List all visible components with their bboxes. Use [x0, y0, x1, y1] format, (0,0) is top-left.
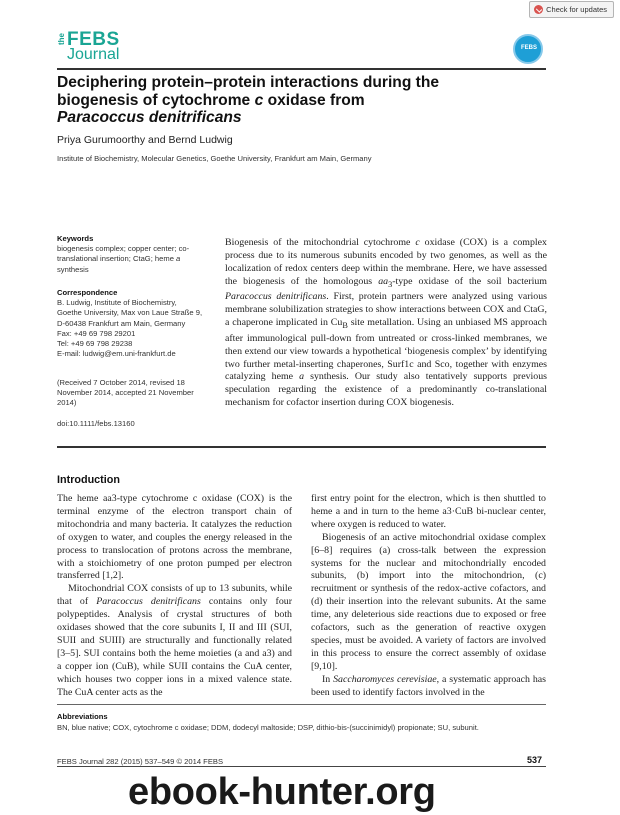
intro-paragraph: Biogenesis of an active mitochondrial oxidase complex [6–8] requires (a) cross-talk between the expression systems for the nuclear and mitochondrially encoded subunits, (b) import into the mitochondrion, (c) recruitment or synthesis of the redox-active cofactors, and (d) their insertion into the relevant subunits. At the same time, any deleterious side reactions due to exposed or free cofactors, such as the generation of reactive oxygen species, must be avoided. A variety of factors are involved in this process to ensure the correct assembly of oxidase [9,10]. [311, 531, 546, 672]
abbreviations-heading: Abbreviations [57, 712, 108, 721]
keywords-heading: Keywords [57, 234, 94, 243]
febs-emblem-icon [513, 34, 543, 64]
article-affiliation: Institute of Biochemistry, Molecular Genetics, Goethe University, Frankfurt am Main, Germany [57, 154, 372, 163]
abbreviations-block [57, 712, 546, 733]
footer-citation: FEBS Journal 282 (2015) 537–549 © 2014 FEBS [57, 757, 224, 766]
article-authors: Priya Gurumoorthy and Bernd Ludwig [57, 134, 233, 146]
abstract-text: Biogenesis of the mitochondrial cytochrome c oxidase (COX) is a complex process due to its numerous subunits encoded by two genomes, as well as the localization of redox centers deep within the membrane. Here, we have assessed the biogenesis of the homologous $aa_3$-type oxidase of the soil bacterium Paracoccus denitrificans. First, protein partners were analyzed using various membrane solubilization strategies to show interactions between COX and CtaG, a chaperone implicated in $Cu_B$ site metallation. Using an unbiased MS approach after immunological pull-down from untreated or cross-linked membranes, we then extend our view towards a hypothetical ‘biogenesis complex’ by identifying two further metal-inserting chaperones, Surf1c and Sco, together with enzymes catalyzing heme a synthesis. Our study also tentatively supports previous speculation regarding the existence of a predominantly co-translational mechanism for cofactor insertion during COX biogenesis. [225, 237, 547, 409]
intro-paragraph: first entry point for the electron, which is then shuttled to heme a and in turn to the heme a3·CuB bi-nuclear center, where oxygen is reduced to water. [311, 493, 546, 530]
email-link[interactable]: E-mail: ludwig@em.uni-frankfurt.de [57, 349, 176, 359]
logo-journal: Journal [67, 46, 120, 63]
footer-rule [57, 766, 546, 767]
received-dates: (Received 7 October 2014, revised 18 November 2014, accepted 21 November 2014) [57, 378, 194, 408]
introduction-heading: Introduction [57, 474, 120, 486]
logo-febs: FEBS [67, 29, 120, 50]
intro-paragraph: The heme aa3-type cytochrome c oxidase (COX) is the terminal enzyme of the electron transport chain of mitochondria and many bacteria. It catalyzes the reduction of oxygen to water, and couples the energy released in the process to translocation of protons across the membrane, with a stoichiometry of one proton pumped per electron transferred [1,2]. [57, 493, 292, 582]
check-for-updates-button[interactable] [529, 1, 614, 18]
check-badge-icon [534, 5, 543, 14]
header-rule [57, 68, 546, 70]
article-title: Deciphering protein–protein interactions during the biogenesis of cytochrome c oxidase from Paracoccus denitrificans [57, 74, 440, 126]
abbreviations-rule [57, 704, 546, 705]
keywords-block: Keywords biogenesis complex; copper center; co- translational insertion; CtaG; heme a synthesis [57, 234, 209, 275]
logo-the: the [57, 33, 66, 45]
intro-paragraph: Mitochondrial COX consists of up to 13 subunits, while that of Paracoccus denitrificans contains only four polypeptides. Analysis of crystal structures of both oxidases showed that the core subunits I, II and III (SUI, SUII and SUIII) are structurally and functionally related [3–5]. SUI contains both the heme moieties (a and a3) and a copper ion (CuB), while SUII contains the CuA center, which houses two copper ions in a mixed valence state. The CuA center acts as the [57, 583, 292, 698]
journal-logo [57, 29, 120, 65]
page-number: 537 [527, 755, 543, 765]
check-for-updates-label: Check for updates [546, 5, 607, 14]
abstract-rule [57, 446, 546, 448]
correspondence-heading: Correspondence [57, 288, 118, 297]
intro-paragraph: In Saccharomyces cerevisiae, a systematic approach has been used to identify factors involved in the [311, 673, 546, 698]
intro-left-column [57, 493, 292, 700]
doi-link[interactable]: doi:10.1111/febs.13160 [57, 419, 135, 428]
intro-right-column [311, 493, 546, 700]
correspondence-block: Correspondence B. Ludwig, Institute of Biochemistry, Goethe University, Max von Laue Straße 9, D-60438 Frankfurt am Main, Germany Fax: +49 69 798 29201 Tel: +49 69 798 29238 E-mail: ludwig@em.uni-frankfurt.de [57, 288, 209, 359]
watermark-text: ebook-hunter.org [128, 771, 436, 813]
abbreviations-text: BN, blue native; COX, cytochrome c oxidase; DDM, dodecyl maltoside; DSP, dithio-bis-(succinimidyl) propionate; SU, subunit. [57, 722, 479, 732]
